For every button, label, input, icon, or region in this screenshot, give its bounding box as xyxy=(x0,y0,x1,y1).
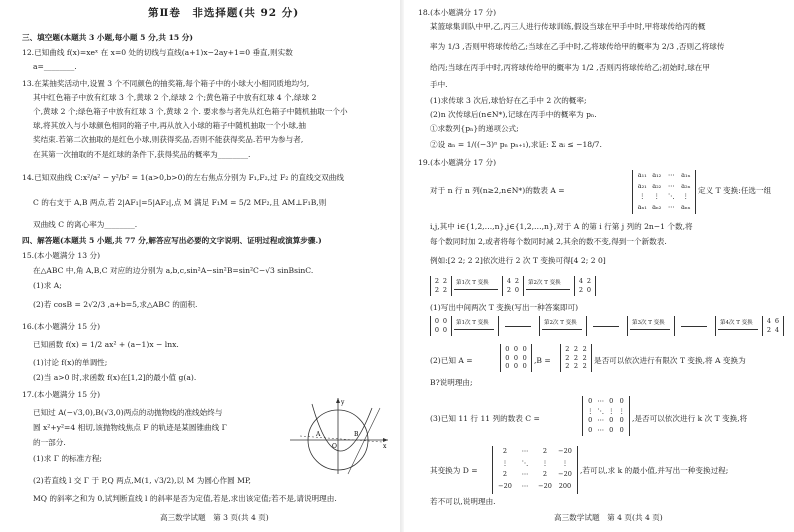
matrix-cell: a₁₂ xyxy=(652,171,662,179)
point-b-label: B xyxy=(354,431,359,438)
matrix-cell: −20 xyxy=(498,481,512,490)
q19-line: (3)已知 11 行 11 列的数表 C = xyxy=(430,414,540,423)
matrix-cell: 200 xyxy=(558,481,572,490)
matrix-cell: ⋮ xyxy=(608,406,615,415)
matrix-cell: ⋮ xyxy=(682,192,689,200)
q17-line: (1)求 Γ 的标准方程; xyxy=(33,454,102,463)
matrix-cell: 0 xyxy=(513,362,519,371)
q19-line: 是否可以依次进行有限次 T 变换,将 A 变换为 xyxy=(594,356,746,365)
matrix-cell: 0 xyxy=(588,416,593,424)
q16-line: (2)当 a>0 时,求函数 f(x)在[1,2]的最小值 g(a). xyxy=(33,373,197,382)
q19-line: 定义 T 变换:任选一组 xyxy=(698,186,772,195)
matrix-cell: −20 xyxy=(558,470,572,478)
matrix-cell: a₁ₙ xyxy=(681,171,691,179)
matrix-cell: ⋱ xyxy=(521,458,529,467)
matrix-cell: −20 xyxy=(538,481,552,490)
matrix-cell: ⋯ xyxy=(521,470,529,478)
origin-label: O xyxy=(332,443,337,450)
matrix-cell: 2 xyxy=(573,353,579,362)
matrix-a-general xyxy=(632,170,696,214)
q12-line: 12.已知曲线 f(x)=xeˣ 在 x=0 处的切线与直线(a+1)x−2ay+1=0 垂直,则实数 xyxy=(22,48,293,57)
matrix-cell: a₂₁ xyxy=(637,181,647,190)
matrix-cell: 0 xyxy=(434,326,440,334)
transform-arrow-label: 第3次 T 变换 xyxy=(632,320,665,326)
transform-arrow xyxy=(526,289,570,290)
q17-line: 圆 x²+y²=4 相切,该抛物线焦点 F 的轨迹是某圆锥曲线 Γ xyxy=(33,423,227,432)
matrix-cell: 0 xyxy=(522,353,527,362)
part1-matrix-end xyxy=(762,316,784,336)
q17-line: 的一部分. xyxy=(33,438,66,447)
matrix-cell: ⋮ xyxy=(541,458,549,467)
matrix-cell: 0 xyxy=(505,362,510,371)
q18-line: 18.(本小题满分 17 分) xyxy=(418,8,497,17)
matrix-cell: ⋯ xyxy=(597,416,604,424)
matrix-cell: 2 xyxy=(514,277,520,285)
matrix-cell: ⋮ xyxy=(561,458,569,467)
matrix-cell: 0 xyxy=(522,345,527,353)
q18-line: 给丙;当球在丙手中时,丙将球传给甲的概率为 1/2 ,否则丙将球传给乙;初始时,球在甲 xyxy=(430,63,710,72)
page-4 xyxy=(404,0,794,532)
matrix-cell: a₂₂ xyxy=(652,181,662,190)
matrix-cell: 0 xyxy=(619,397,624,405)
matrix-cell: ⋯ xyxy=(597,425,604,434)
matrix-cell: 4 xyxy=(506,277,512,285)
matrix-cell: 2 xyxy=(502,470,508,478)
q18-line: 手中. xyxy=(430,80,448,89)
transform-arrow xyxy=(718,329,758,330)
matrix-a xyxy=(500,344,532,372)
matrix-cell: aₙₙ xyxy=(681,202,691,211)
q19-line: 其变换为 D = xyxy=(430,466,478,475)
q18-line: ②设 aₙ = 1/((−3)ⁿ pₙ pₙ₊₁),求证: Σ aᵢ ≤ −18/7. xyxy=(430,140,602,149)
matrix-cell: ⋯ xyxy=(668,202,675,211)
q19-line: 例如:[2 2; 2 2]依次进行 2 次 T 变换可得[4 2; 2 0] xyxy=(430,256,606,265)
q14-line: 双曲线 C 的离心率为________. xyxy=(33,220,138,229)
q15-line: (1)求 A; xyxy=(33,281,62,290)
transform-arrow xyxy=(630,329,670,330)
transform-arrow-label: 第1次 T 变换 xyxy=(456,280,489,286)
example-matrix-end xyxy=(574,276,596,296)
matrix-c xyxy=(582,396,630,436)
part2-title: 第Ⅱ卷 非选择题(共 92 分) xyxy=(148,7,300,19)
matrix-cell: a₁₁ xyxy=(637,171,647,179)
q17-line: (2)若直线 l 交 Γ 于 P,Q 两点,M(1, √3/2),以 M 为圆心作圆 MP, xyxy=(33,476,251,485)
matrix-cell: 0 xyxy=(505,345,510,353)
section-3-heading: 三、填空题(本题共 3 小题,每小题 5 分,共 15 分) xyxy=(22,33,193,42)
q19-line: 若不可以,说明理由. xyxy=(430,497,496,506)
matrix-cell: ⋮ xyxy=(587,406,594,415)
matrix-d xyxy=(492,446,578,494)
matrix-cell: 2 xyxy=(434,286,440,294)
q14-line: C 的右支于 A,B 两点,若 2|AF₁|=5|AF₂|,点 M 满足 F₁M = 5/2 MF₂,且 AM⊥F₁B,则 xyxy=(33,198,327,207)
matrix-cell: 0 xyxy=(609,416,614,424)
q15-line: (2)若 cosB = 2√2/3 ,a+b=5,求△ABC 的面积. xyxy=(33,300,198,309)
q19-line: 每个数同时加 2,或者将每个数同时减 2,其余的数不变,得到一个新数表. xyxy=(430,237,667,246)
matrix-cell: 2 xyxy=(542,447,548,455)
page-footer: 高三数学试题 第 3 页(共 4 页) xyxy=(160,513,269,522)
q19-line: ,B = xyxy=(534,356,551,365)
example-matrix-mid1 xyxy=(502,276,524,296)
matrix-cell: 0 xyxy=(609,397,614,405)
matrix-cell: 2 xyxy=(582,362,587,371)
part1-blank-matrix-2 xyxy=(586,316,628,336)
matrix-cell: 2 xyxy=(578,286,584,294)
matrix-cell: aₙ₁ xyxy=(637,202,647,211)
transform-arrow-label: 第2次 T 变换 xyxy=(528,280,561,286)
transform-arrow-label: 第4次 T 变换 xyxy=(720,320,753,326)
q13-line: 其中红色箱子中放有红球 3 个,黄球 2 个,绿球 2 个;黄色箱子中放有红球 4 个,绿球 2 xyxy=(33,93,317,102)
page-footer: 高三数学试题 第 4 页(共 4 页) xyxy=(554,513,663,522)
matrix-cell: ⋮ xyxy=(653,192,660,200)
matrix-cell: ⋯ xyxy=(521,447,529,455)
transform-arrow xyxy=(454,329,494,330)
q13-line: 13.在某抽奖活动中,设置 3 个不同颜色的抽奖箱,每个箱子中的小球大小相同质地均匀, xyxy=(22,79,310,88)
matrix-cell: ⋮ xyxy=(501,458,509,467)
matrix-cell: 0 xyxy=(588,425,593,434)
matrix-cell: 0 xyxy=(588,397,593,405)
matrix-cell: ⋯ xyxy=(668,171,675,179)
matrix-cell: 2 xyxy=(565,362,570,371)
q18-line: 率为 1/3 ,否则甲将球传给乙;当球在乙手中时,乙将球传给甲的概率为 2/3 ,否则乙将球传 xyxy=(430,42,725,51)
q13-line: 奖结束.若第二次抽取的是红色小球,则获得奖品,否则不能获得奖品.若甲为参与者, xyxy=(33,135,304,144)
q19-line: (2)已知 A = xyxy=(430,356,473,365)
y-axis-label: y xyxy=(341,399,345,406)
matrix-cell: 6 xyxy=(774,317,780,325)
q13-line: 在其第一次抽取的不是红球的条件下,获得奖品的概率为________. xyxy=(33,150,251,159)
matrix-cell: 2 xyxy=(582,353,587,362)
q17-figure xyxy=(290,396,390,476)
q15-line: 在△ABC 中,角 A,B,C 对应的边分别为 a,b,c,sin²A−sin²B=sin²C−√3 sinBsinC. xyxy=(33,266,314,275)
matrix-cell: 0 xyxy=(619,416,624,424)
q18-line: 某篮球集训队中甲,乙,丙三人进行传球训练,假设当球在甲手中时,甲将球传给丙的概 xyxy=(430,22,706,31)
matrix-cell: 0 xyxy=(522,362,527,371)
matrix-cell: −20 xyxy=(558,447,572,455)
matrix-cell: 0 xyxy=(513,353,519,362)
part1-blank-matrix-1 xyxy=(498,316,540,336)
matrix-cell: ⋯ xyxy=(597,397,604,405)
matrix-cell: 0 xyxy=(505,353,510,362)
matrix-cell: 0 xyxy=(513,345,519,353)
matrix-cell: 4 xyxy=(774,326,780,334)
point-a-label: A xyxy=(316,431,321,438)
matrix-cell: 2 xyxy=(565,345,570,353)
matrix-b xyxy=(560,344,592,372)
section-4-heading: 四、解答题(本题共 5 小题,共 77 分,解答应写出必要的文字说明、证明过程或演算步骤.) xyxy=(22,236,322,245)
matrix-cell: ⋱ xyxy=(597,406,604,415)
transform-arrow-label: 第1次 T 变换 xyxy=(456,320,489,326)
matrix-cell: 2 xyxy=(565,353,570,362)
q18-line: ①求数列{pₙ}的递项公式; xyxy=(430,124,519,133)
q13-line: 球,将其放入与小球颜色相同的箱子中,再从放入小球的箱子中随机抽取一个小球,抽 xyxy=(33,121,307,130)
q17-line: MQ 的斜率之和为 0,试判断直线 l 的斜率是否为定值,若是,求出该定值;若不是,请说明理由. xyxy=(33,494,337,503)
q19-line: ,是否可以依次进行 k 次 T 变换,将 xyxy=(632,414,748,423)
matrix-cell: a₂ₙ xyxy=(681,181,691,190)
matrix-cell: 4 xyxy=(578,277,584,285)
matrix-cell: 0 xyxy=(434,317,440,325)
matrix-cell: 2 xyxy=(434,277,440,285)
q17-line: 17.(本小题满分 15 分) xyxy=(22,390,101,399)
q16-line: (1)讨论 f(x)的单调性; xyxy=(33,358,108,367)
matrix-cell: 2 xyxy=(502,447,508,455)
q14-line: 14.已知双曲线 C:x²/a² − y²/b² = 1(a>0,b>0)的左右焦点分别为 F₁,F₂,过 F₂ 的直线交双曲线 xyxy=(22,173,344,182)
transform-arrow xyxy=(454,289,498,290)
matrix-cell: ⋮ xyxy=(618,406,625,415)
matrix-cell: 0 xyxy=(586,286,592,294)
matrix-cell: 0 xyxy=(442,317,448,325)
q13-line: 个,黄球 2 个;绿色箱子中放有红球 3 个,黄球 2 个. 要求参与者先从红色箱子中随机抽取一个小 xyxy=(33,107,348,116)
matrix-cell: 2 xyxy=(766,326,772,334)
matrix-cell: 2 xyxy=(506,286,512,294)
matrix-cell: 2 xyxy=(573,362,579,371)
part1-blank-matrix-3 xyxy=(674,316,716,336)
matrix-cell: 2 xyxy=(573,345,579,353)
matrix-cell: ⋯ xyxy=(521,481,529,490)
q18-line: (2)n 次传球后(n∈N*),记球在丙手中的概率为 pₙ. xyxy=(430,110,597,119)
q19-line: B?说明理由; xyxy=(430,378,473,387)
q19-line: i,j,其中 i∈{1,2,…,n},j∈{1,2,…,n},对于 A 的第 i 行第 j 列的 2n−1 个数,将 xyxy=(430,222,693,231)
matrix-cell: 4 xyxy=(766,317,772,325)
matrix-cell: ⋱ xyxy=(668,192,675,200)
q19-line: 19.(本小题满分 17 分) xyxy=(418,158,497,167)
q16-line: 已知函数 f(x) = 1/2 ax² + (a−1)x − lnx. xyxy=(33,340,179,349)
matrix-cell: 2 xyxy=(442,277,448,285)
matrix-cell: 0 xyxy=(619,425,624,434)
x-axis-label: x xyxy=(383,443,387,450)
q16-line: 16.(本小题满分 15 分) xyxy=(22,322,101,331)
matrix-cell: 0 xyxy=(514,286,520,294)
transform-arrow xyxy=(542,329,582,330)
matrix-cell: 2 xyxy=(582,345,587,353)
matrix-cell: aₙ₂ xyxy=(652,202,662,211)
matrix-cell: 2 xyxy=(442,286,448,294)
part1-matrix-start xyxy=(430,316,452,336)
q18-line: (1)求传球 3 次后,球恰好在乙手中 2 次的概率; xyxy=(430,96,587,105)
matrix-cell: 2 xyxy=(542,470,548,478)
example-matrix-start xyxy=(430,276,452,296)
matrix-cell: ⋯ xyxy=(668,181,675,190)
matrix-cell: ⋮ xyxy=(639,192,646,200)
q19-line: 对于 n 行 n 列(n≥2,n∈N*)的数表 A = xyxy=(430,186,565,195)
matrix-cell: 0 xyxy=(442,326,448,334)
q17-line: 已知过 A(−√3,0),B(√3,0)两点的动抛物线的准线始终与 xyxy=(33,408,223,417)
matrix-cell: 2 xyxy=(586,277,592,285)
q19-line: (1)写出中间两次 T 变换(写出一种答案即可) xyxy=(430,303,579,312)
matrix-cell: 0 xyxy=(609,425,614,434)
transform-arrow-label: 第2次 T 变换 xyxy=(544,320,577,326)
q19-line: ,若可以,求 k 的最小值,并写出一种变换过程; xyxy=(580,466,729,475)
q12-line: a=________. xyxy=(33,62,77,71)
q15-line: 15.(本小题满分 13 分) xyxy=(22,251,101,260)
